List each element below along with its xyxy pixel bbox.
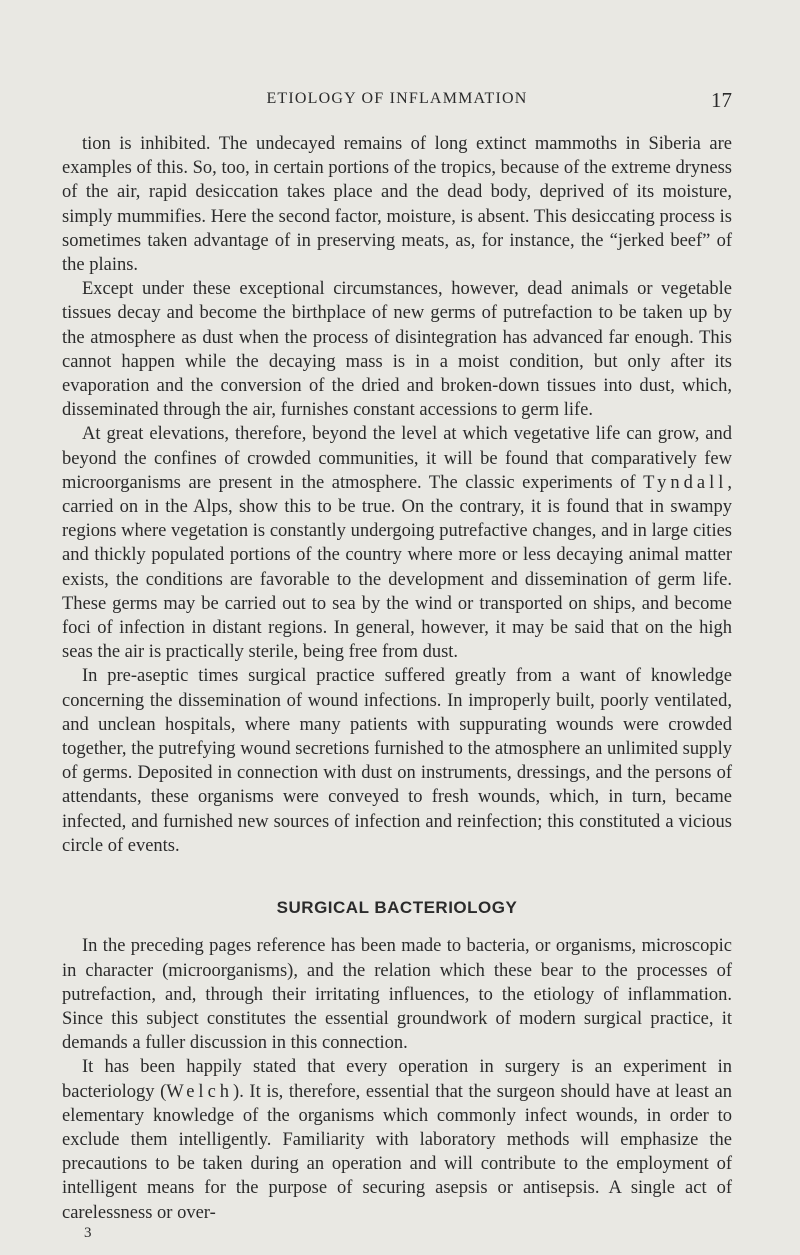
paragraph: Except under these exceptional circumstances, however, dead animals or vegetable tissues decay and become the birthplace of new germs of putrefaction to be taken up by the atmosphere as dust when the process of disintegration has advanced far enough. This cannot happen while the decaying mass is in a moist condition, but only after its evaporation and the conversion of the dried and broken-down tissues into dust, which, disseminated through the air, furnishes constant accessions to germ life. [62,279,732,421]
paragraph-text: , carried on in the Alps, show this to be true. On the contrary, it is found that in swampy regions where vegetation is constantly undergoing putrefactive changes, and in large cities and thickly populated portions of the country where more or less decaying animal matter exists, the conditions are favorable to the development and dissemination of germ life. These germs may be carried out to sea by the wind or transported on ships, and become foci of infection in distant regions. In general, however, it may be said that on the high seas the air is practically sterile, being free from dust. [62,472,732,663]
running-head: ETIOLOGY OF INFLAMMATION [266,90,528,107]
page-number: 17 [711,88,732,112]
author-name: Tyndall [643,472,728,493]
paragraph: In the preceding pages reference has been made to bacteria, or organisms, microscopic in character (microorganisms), and the relation which these bear to the processes of putrefaction, and, through their irritating influences, to the etiology of inflammation. Since this subject constitutes the essential groundwork of modern surgical practice, it demands a fuller discussion in this connection. [62,936,732,1054]
paragraph: In pre-aseptic times surgical practice suffered greatly from a want of knowledge concerning the dissemination of wound infections. In improperly built, poorly ventilated, and unclean hospitals, where many patients with suppurating wounds were crowded together, the putrefying wound secretions furnished to the atmosphere an unlimited supply of germs. Deposited in connection with dust on instruments, dressings, and the persons of attendants, these organisms were conveyed to fresh wounds, which, in turn, became infected, and furnished new sources of infection and reinfection; this constituted a vicious circle of events. [62,666,732,856]
body-text [62,132,732,1241]
paragraph: tion is inhibited. The undecayed remains of long extinct mammoths in Siberia are examples of this. So, too, in certain portions of the tropics, because of the extreme dryness of the air, rapid desiccation takes place and the dead body, deprived of its moisture, simply mummifies. Here the second factor, moisture, is absent. This desiccating process is sometimes taken advantage of in preserving meats, as, for instance, the “jerked beef” of the plains. [62,134,732,276]
paragraph-text: It has been happily stated that every operation in surgery is an experiment in bacteriology ( [62,1057,732,1102]
author-name: Welch [166,1081,234,1102]
paragraph [62,422,732,664]
paragraph-text: At great elevations, therefore, beyond the level at which vegetative life can grow, and beyond the confines of crowded communities, it will be found that comparatively few microorganisms are present in the atmosphere. The classic experiments of [62,424,732,493]
section-heading: SURGICAL BACTERIOLOGY [276,898,518,918]
page-header [62,88,732,112]
paragraph-text: ). It is, therefore, essential that the surgeon should have at least an elementary knowledge of the organisms which commonly infect wounds, in order to exclude them intelligently. Familiarity with laboratory methods will emphasize the precautions to be taken during an operation and will contribute to the employment of intelligent means for the purpose of securing asepsis or antisepsis. A single act of carelessness or over- [62,1081,732,1223]
signature-mark: 3 [84,1224,92,1241]
paragraph [62,1055,732,1224]
